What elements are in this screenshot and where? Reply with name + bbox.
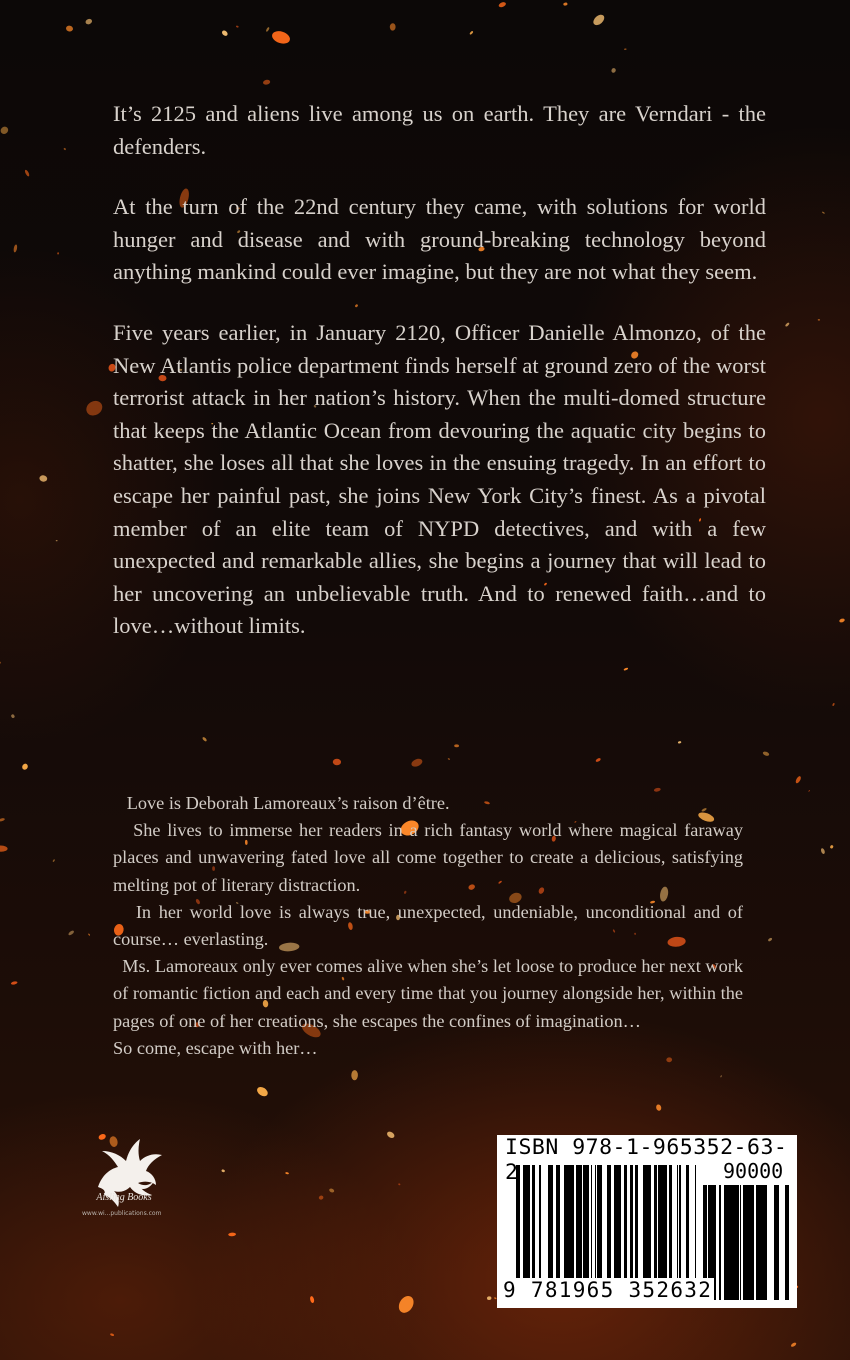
ember	[498, 1, 507, 8]
ember	[263, 79, 271, 85]
barcode-bar	[724, 1185, 726, 1300]
ember	[221, 1169, 225, 1173]
ember	[454, 744, 459, 747]
ember	[720, 1075, 722, 1077]
ember	[448, 758, 451, 760]
ember	[255, 1085, 269, 1098]
ember	[236, 25, 239, 28]
ember	[11, 714, 16, 719]
publisher-url: www.wi...publications.com	[82, 1210, 162, 1217]
barcode-bar	[714, 1185, 716, 1300]
ember	[762, 751, 770, 757]
ember	[266, 27, 270, 32]
ember	[270, 29, 291, 46]
barcode-bar	[746, 1185, 749, 1300]
ember	[410, 757, 423, 768]
ember	[68, 930, 75, 936]
isbn-label: ISBN 978-1-965352-63-2	[505, 1135, 788, 1185]
barcode-bar	[756, 1185, 757, 1300]
bio-paragraph-1: Love is Deborah Lamoreaux’s raison d’être.	[113, 793, 450, 813]
ember	[39, 475, 48, 483]
barcode-bar	[731, 1185, 733, 1300]
barcode-bar	[764, 1185, 767, 1300]
barcode-bar	[752, 1185, 754, 1300]
ember	[822, 211, 825, 214]
ember	[768, 937, 773, 942]
ember	[390, 23, 396, 31]
ember	[63, 147, 66, 150]
barcode-bar	[737, 1185, 739, 1300]
ember	[386, 1130, 396, 1139]
isbn-digits: 9 781965 352632	[503, 1278, 713, 1302]
ember	[84, 398, 105, 418]
barcode-bar	[733, 1185, 734, 1300]
ember	[56, 540, 58, 541]
ember	[591, 13, 606, 28]
barcode-bar	[728, 1185, 731, 1300]
isbn-barcode	[497, 1135, 797, 1308]
ember	[285, 1172, 289, 1175]
bio-paragraph-5: So come, escape with her…	[113, 1037, 318, 1058]
ember	[202, 736, 208, 742]
barcode-bar	[757, 1185, 759, 1300]
bio-paragraph-2: She lives to immerse her readers in a rich fantasy world where magical faraway places and unwavering fated love all come together to create a delicious, satisfying melting pot of literary distraction.	[113, 820, 743, 895]
barcode-bar	[762, 1185, 764, 1300]
barcode-bar	[726, 1185, 728, 1300]
ember	[85, 18, 93, 25]
ember	[88, 933, 90, 936]
ember	[0, 818, 5, 823]
ember	[52, 859, 55, 862]
price-code: 90000	[723, 1159, 784, 1183]
ember	[0, 661, 1, 663]
ember	[595, 757, 601, 762]
blurb-paragraph-3: Five years earlier, in January 2120, Officer Danielle Almonzo, of the New Atlantis police department finds herself at ground zero of the worst terrorist attack in her nation’s history. When the multi-domed structure that keeps the Atlantic Ocean from devouring the aquatic city begins to shatter, she loses all that she loves in the ensuing tragedy. In an effort to escape her painful past, she joins New York City’s finest. As a pivotal member of an elite team of NYPD detectives, and with a few unexpected and remarkable allies, she begins a journey that will lead to her uncovering an unbelievable truth. And to renewed faith…and to love…without limits.	[113, 319, 766, 639]
ember	[678, 741, 682, 744]
ember	[398, 1183, 401, 1185]
ember	[66, 25, 74, 32]
ember	[21, 763, 29, 771]
ember	[228, 1232, 236, 1236]
ember	[110, 1333, 115, 1337]
barcode-bar	[788, 1185, 789, 1300]
ember	[351, 1070, 358, 1080]
ember	[487, 1296, 492, 1300]
author-bio	[113, 790, 743, 1062]
ember	[24, 169, 30, 177]
ember	[655, 1104, 662, 1112]
barcode-bar	[719, 1185, 721, 1300]
blurb-paragraph-1: It’s 2125 and aliens live among us on earth. They are Verndari - the defenders.	[113, 101, 766, 159]
ember	[221, 29, 229, 37]
barcode-bar	[774, 1185, 777, 1300]
ember	[396, 1293, 417, 1315]
ember	[329, 1188, 335, 1193]
ember	[818, 319, 820, 320]
ember	[785, 322, 790, 327]
ember	[318, 1195, 324, 1200]
barcode-bar	[786, 1185, 788, 1300]
ember	[0, 125, 10, 135]
ember	[469, 31, 473, 36]
barcode-bar	[749, 1185, 752, 1300]
ember	[611, 67, 617, 73]
barcode-bar	[743, 1185, 746, 1300]
publisher-name: Aisling Books	[96, 1192, 152, 1203]
ember	[832, 703, 835, 707]
barcode-bar	[777, 1185, 779, 1300]
ember	[808, 790, 810, 792]
bio-paragraph-4: Ms. Lamoreaux only ever comes alive when she’s let loose to produce her next work of romantic fiction and each and every time that you journey alongside her, within the pages of one of her creations, she escapes the confines of imagination…	[113, 956, 743, 1031]
ember	[820, 848, 825, 855]
ember	[309, 1296, 314, 1304]
barcode-bar	[740, 1185, 741, 1300]
barcode-bar	[785, 1185, 786, 1300]
ember	[795, 775, 802, 784]
book-blurb	[113, 98, 766, 671]
blurb-paragraph-2: At the turn of the 22nd century they came, with solutions for world hunger and disease and with ground-breaking technology beyond anything mankind could ever imagine, but they are not what they seem.	[113, 194, 766, 285]
barcode-bar	[759, 1185, 762, 1300]
ember	[333, 759, 341, 766]
ember	[13, 244, 18, 252]
ember	[0, 845, 8, 851]
ember	[790, 1342, 797, 1348]
ember	[563, 2, 568, 6]
ember	[11, 981, 18, 985]
ember	[839, 618, 845, 623]
ember	[57, 252, 59, 254]
bio-paragraph-3: In her world love is always true, unexpected, undeniable, unconditional and of course… everlasting.	[113, 901, 743, 950]
ember	[830, 845, 834, 849]
ember	[624, 48, 627, 50]
barcode-bar	[734, 1185, 737, 1300]
